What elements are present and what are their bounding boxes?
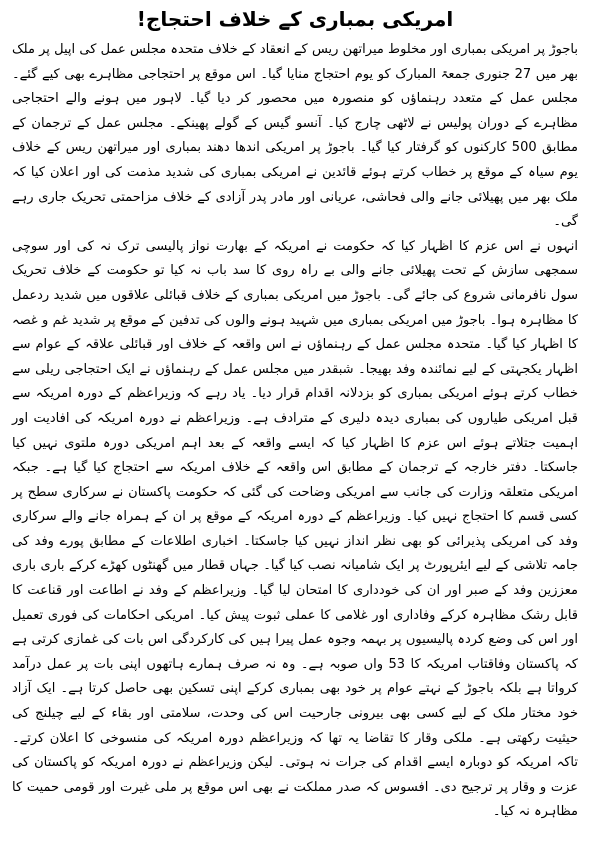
paragraph-2: انہوں نے اس عزم کا اظہار کیا کہ حکومت نے امریکہ کے بھارت نواز پالیسی ترک نہ کی اور سوچی سمجھی سازش کے تحت پھیلائی جانے والی بے راہ روی کا سد باب نہ کیا تو حکومت کے خلاف تحریک سول نافرمانی شروع کی جائے گی۔ باجوڑ میں امریکی بمباری کے خلاف قبائلی علاقوں میں شدید ردعمل کا مظاہرہ ہوا۔ باجوڑ میں امریکی بمباری میں شہید ہونے والوں کی تدفین کے موقع پر شدید غم و غصہ کا اظہار کیا گیا۔ متحدہ مجلس عمل کے رہنماؤں نے اس واقعہ کے خلاف اور قبائلی علاقہ کے عوام سے اظہار یکجہتی کے لیے نمائندہ وفد بھیجا۔ شبقدر میں مجلس عمل کے رہنماؤں نے ایک احتجاجی ریلی سے خطاب کرتے ہوئے امریکی بمباری کو بزدلانہ اقدام قرار دیا۔ یاد رہے کہ وزیراعظم کے دورہ امریکہ سے قبل امریکی طیاروں کی بمباری دیدہ دلیری کے مترادف ہے۔ وزیراعظم نے دورہ امریکہ کی افادیت اور اہمیت جتلاتے ہوئے اس عزم کا اظہار کیا کہ ایسے واقعہ کے بعد اہم امریکی دورہ ملتوی نہیں کیا جاسکتا۔ دفتر خارجہ کے ترجمان کے مطابق اس واقعہ کے خلاف امریکہ سے احتجاج کیا گیا ہے۔ جبکہ امریکی متعلقہ وزارت کی جانب سے امریکی وضاحت کی گئی کہ حکومت پاکستان نے سرکاری سطح پر کسی قسم کا احتجاج نہیں کیا۔ وزیراعظم کے دورہ امریکہ کے موقع پر ان کے ہمراہ جانے والے سرکاری وفد کی امریکی پذیرائی کو بھی نظر انداز نہیں کیا جاسکتا۔ اخباری اطلاعات کے مطابق پورے وفد کی جامہ تلاشی کے لیے ایئرپورٹ پر ایک شامیانہ نصب کیا گیا۔ جہاں قطار میں گھنٹوں کھڑے کرکے باری باری معززین وفد کے صبر اور ان کی خودداری کا امتحان لیا گیا۔ وزیراعظم کے وفد نے اطاعت اور قناعت کا قابل رشک مظاہرہ کرکے وفاداری اور غلامی کا عملی ثبوت پیش کیا۔ امریکی احکامات کی فوری تعمیل اور اس کی وضع کردہ پالیسیوں پر بہمہ وجوہ عمل پیرا ہیں کی کارکردگی اس بات کی غمازی کرتی ہے کہ پاکستان وفاقتاب امریکہ کا 53 واں صوبہ ہے۔ وہ نہ صرف ہمارے ہاتھوں اپنی بات پر عمل درآمد کرواتا ہے بلکہ باجوڑ کے نہتے عوام پر خود بھی بمباری کرکے اپنی تسکین بھی حاصل کرتا ہے۔ ایک آزاد خود مختار ملک کے لیے کسی بھی بیرونی جارحیت اس کی وحدت، سلامتی اور بقاء کے لیے چیلنج کی حیثیت رکھتی ہے۔ ملکی وقار کا تقاضا یہ تھا کہ وزیراعظم دورہ امریکہ کی منسوخی کا اعلان کرتے۔ تاکہ امریکہ کو دوبارہ ایسے اقدام کی جرات نہ ہوتی۔ لیکن وزیراعظم نے دورہ امریکہ کو پاکستان کی عزت و وقار پر ترجیح دی۔ افسوس کہ صدر مملکت نے بھی اس موقع پر ملی غیرت اور قومی حمیت کا مظاہرہ نہ کیا۔: [12, 238, 578, 820]
headline: امریکی بمباری کے خلاف احتجاج!: [136, 7, 454, 31]
article-body: [12, 38, 578, 825]
paragraph-1: باجوڑ پر امریکی بمباری اور مخلوط میراتھن ریس کے انعقاد کے خلاف متحدہ مجلس عمل کی اپیل پر ملک بھر میں 27 جنوری جمعۃ المبارک کو یوم احتجاج منایا گیا۔ اس موقع پر احتجاجی مظاہرے بھی کیے گئے۔ مجلس عمل کے متعدد رہنماؤں کو منصورہ میں محصور کر دیا گیا۔ لاہور میں ہونے والے احتجاجی مظاہرے کے دوران پولیس نے لاٹھی چارج کیا۔ آنسو گیس کے گولے پھینکے۔ مجلس عمل کے ترجمان کے مطابق 500 کارکنوں کو گرفتار کیا گیا۔ باجوڑ پر امریکی اندھا دھند بمباری اور میراتھن ریس کے خلاف یوم سیاہ کے موقع پر خطاب کرتے ہوئے قائدین نے امریکی بمباری کی شدید مذمت کی اور اعلان کیا کہ ملک بھر میں پھیلائی جانے والی فحاشی، عریانی اور مادر پدر آزادی کے خلاف مزاحمتی تحریک جاری رہے گی۔: [12, 42, 578, 230]
